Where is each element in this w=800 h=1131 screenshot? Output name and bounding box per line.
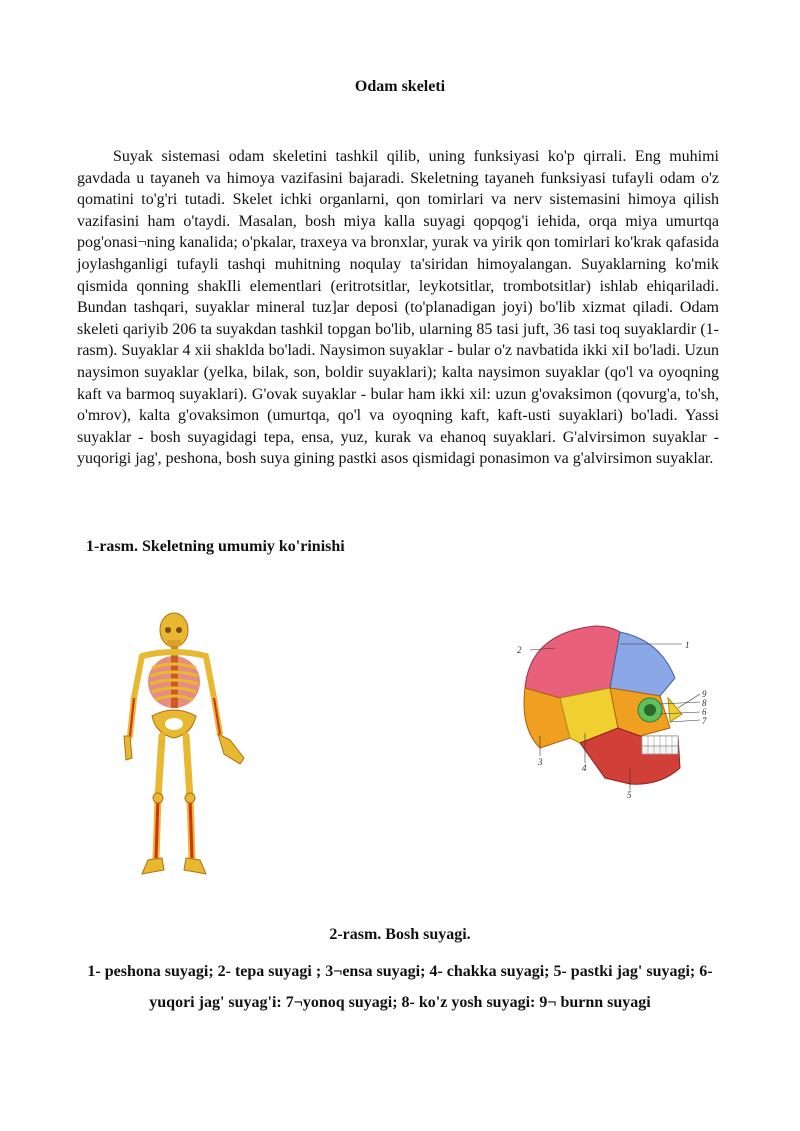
skull-label-4: 4 — [582, 763, 587, 773]
figure2-caption: 1- peshona suyagi; 2- tepa suyagi ; 3¬ensa suyagi; 4- chakka suyagi; 5- pastki jag' suyagi; 6- yuqori jag' suyag'i: 7¬yonoq suyagi; 8- ko'z yosh suyagi: 9¬ burnn suyagi — [87, 963, 713, 1011]
document-title: Odam skeleti — [354, 78, 446, 95]
skull-label-9: 9 — [702, 689, 707, 699]
skull-label-3: 3 — [538, 757, 543, 767]
skull-illustration — [510, 618, 720, 798]
figure1-caption: 1-rasm. Skeletning umumiy ko'rinishi — [86, 538, 345, 555]
body-paragraph — [77, 146, 719, 470]
skull-label-2: 2 — [517, 645, 522, 655]
skull-label-1: 1 — [685, 640, 690, 650]
skull-label-5: 5 — [627, 790, 632, 798]
skull-label-7: 7 — [702, 716, 707, 726]
skeleton-illustration — [112, 608, 262, 893]
skull-drawing — [524, 626, 700, 790]
figure2-title: 2-rasm. Bosh suyagi. — [329, 926, 471, 943]
skeleton-body — [124, 613, 244, 874]
skull-label-8: 8 — [702, 698, 707, 708]
body-text: Suyak sistemasi odam skeletini tashkil qilib, uning funksiyasi ko'p qirrali. Eng muhimi gavdada u tayaneh va himoya vazifasini bajaradi. Skeletning tayaneh funksiyasi tufayli odam o'z qomatini to'g'ri tutadi. Skelet ichki organlarni, qon tomirlari va nerv sistemasini himoya qilish vazifasini ham o'taydi. Masalan, bosh miya kalla suyagi qopqog'i iehida, orqa miya umurtqa pog'onasi¬ning kanalida; o'pkalar, traxeya va bronxlar, yurak va yirik qon tomirlari ko'krak qafasida joylashganligi tufayli tashqi muhitning noqulay ta'siridan himoyalangan. Suyaklarning ko'mik qismida qonning shakIli elementlari (eritrotsitlar, leykotsitlar, trombotsitlar) ishlab ehiqariladi. Bundan tashqari, suyaklar mineral tuz]ar deposi (to'planadigan joyi) bo'lib xizmat qiladi. Odam skeleti qariyib 206 ta suyakdan tashkil topgan bo'lib, ularning 85 tasi juft, 36 tasi toq suyaklardir (1-rasm). Suyaklar 4 xii shaklda bo'ladi. Naysimon suyaklar - bular o'z navbatida ikki xiI bo'ladi. Uzun naysimon suyaklar (yelka, bilak, son, boldir suyaklari); kalta naysimon suyaklar (qo'l va oyoqning kaft va barmoq suyaklari). G'ovak suyaklar - bular ham ikki xil: uzun g'ovaksimon (qovurg'a, to'sh, o'mrov), kalta g'ovaksimon (umurtqa, qo'l va oyoqning kaft, kaft-usti suyaklari) bo'ladi. Yassi suyaklar - bosh suyagidagi tepa, ensa, yuz, kurak va ehanoq suyaklari. G'alvirsimon suyaklar - yuqorigi jag', peshona, bosh suya gining pastki asos qismidagi ponasimon va g'alvirsimon suyaklar. — [77, 148, 719, 468]
skull-label-6: 6 — [702, 707, 707, 717]
